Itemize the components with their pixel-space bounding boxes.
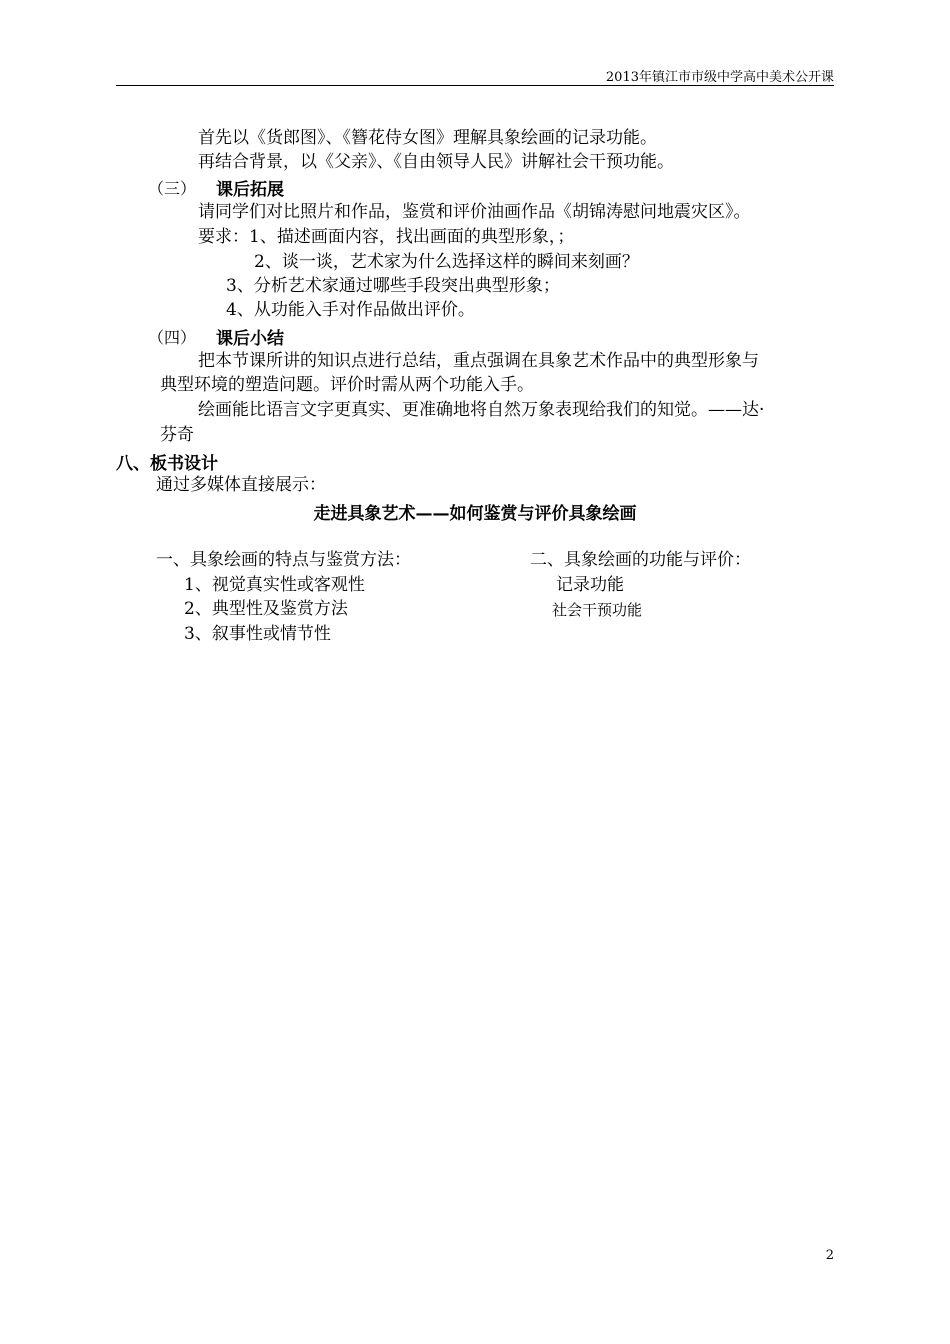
- section4-number: （四）: [148, 328, 197, 347]
- board-right-item-1: 记录功能: [556, 575, 624, 595]
- section4-title: 课后小结: [216, 329, 284, 349]
- section3-intro: 请同学们对比照片和作品，鉴赏和评价油画作品《胡锦涛慰问地震灾区》。: [198, 202, 751, 222]
- board-left-heading: 一、具象绘画的特点与鉴赏方法：: [156, 550, 411, 570]
- page-number: 2: [825, 1248, 834, 1263]
- board-left-item-3: 3、叙事性或情节性: [184, 624, 331, 644]
- board-left-item-1: 1、视觉真实性或客观性: [184, 575, 365, 595]
- section3-req-2: 2、谈一谈，艺术家为什么选择这样的瞬间来刻画？: [254, 252, 639, 272]
- text-line-1: 首先以《货郎图》、《簪花侍女图》理解具象绘画的记录功能。: [198, 128, 657, 148]
- board-title: 走进具象艺术——如何鉴赏与评价具象绘画: [313, 504, 637, 524]
- text-line-2: 再结合背景，以《父亲》、《自由领导人民》讲解社会干预功能。: [198, 152, 674, 172]
- section3-req-3: 3、分析艺术家通过哪些手段突出典型形象；: [226, 276, 560, 296]
- section8-intro: 通过多媒体直接展示：: [156, 475, 326, 495]
- section4-para-line-1: 把本节课所讲的知识点进行总结，重点强调在具象艺术作品中的典型形象与: [198, 351, 759, 371]
- quote-line-2: 芬奇: [160, 425, 194, 445]
- section3-number: （三）: [148, 179, 197, 198]
- board-right-heading: 二、具象绘画的功能与评价：: [530, 550, 751, 570]
- page-header-title: 2013年镇江市市级中学高中美术公开课: [605, 70, 834, 85]
- section3-title: 课后拓展: [216, 180, 284, 200]
- section3-req-4: 4、从功能入手对作品做出评价。: [226, 300, 475, 320]
- section3-req-1: 要求：1、描述画面内容，找出画面的典型形象，；: [198, 227, 575, 247]
- section4-para-line-2: 典型环境的塑造问题。评价时需从两个功能入手。: [160, 375, 534, 395]
- quote-line-1: 绘画能比语言文字更真实、更准确地将自然万象表现给我们的知觉。——达·: [198, 400, 765, 420]
- board-left-item-2: 2、典型性及鉴赏方法: [184, 599, 348, 619]
- section8-title: 八、板书设计: [116, 454, 218, 474]
- header-divider: [116, 85, 834, 86]
- board-right-item-2: 社会干预功能: [552, 601, 643, 619]
